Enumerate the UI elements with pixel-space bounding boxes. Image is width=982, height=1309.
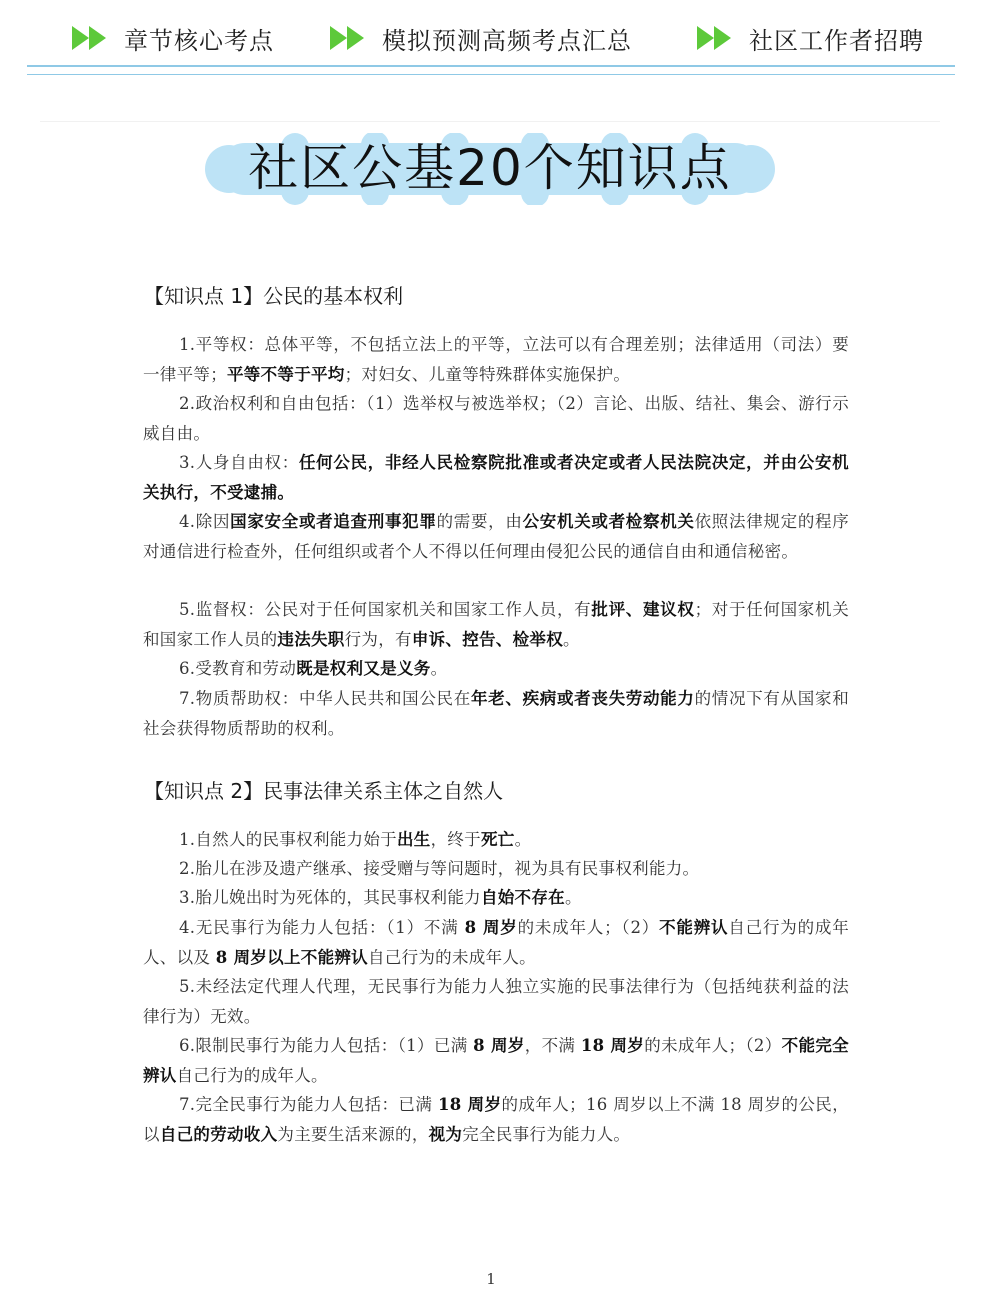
nav-item-label: 社区工作者招聘 — [749, 26, 924, 55]
paragraph — [143, 854, 849, 884]
emphasis-text: 批评、建议权 — [591, 600, 695, 619]
emphasis-text: 8 周岁以上不能辨认 — [215, 947, 368, 967]
body-text: ；对妇女、儿童等特殊群体实施保护。 — [344, 364, 631, 384]
paragraph — [143, 507, 849, 566]
body-text: 7.完全民事行为能力人包括：已满 — [179, 1095, 438, 1114]
paragraph — [143, 595, 849, 654]
body-text: 2.胎儿在涉及遗产继承、接受赠与等问题时，视为具有民事权利能力。 — [179, 859, 700, 878]
nav-item-label: 模拟预测高频考点汇总 — [382, 26, 632, 55]
paragraph — [143, 684, 849, 743]
double-arrow-icon — [72, 26, 110, 50]
paragraph — [143, 654, 849, 684]
paragraph — [143, 825, 849, 855]
nav-item-chapter-core[interactable] — [72, 18, 274, 58]
body-text: ，终于 — [430, 830, 481, 849]
body-text: 的未成年人；（2） — [644, 1036, 782, 1055]
emphasis-text: 18 周岁 — [437, 1095, 502, 1114]
body-text: 的成年人；16 周岁以上不满 18 周岁的公民，以 — [143, 1095, 849, 1144]
body-text: 1.自然人的民事权利能力始于 — [179, 830, 397, 849]
body-text: ；对于任何国家机关和国家工作人员的 — [143, 600, 850, 649]
emphasis-text: 任何公民，非经人民检察院批准或者决定或者人民法院决定，并由公安机关执行，不受逮捕。 — [143, 453, 849, 502]
double-arrow-icon — [697, 26, 735, 50]
body-text: 7.物质帮助权：中华人民共和国公民在 — [179, 689, 471, 708]
page-number: 1 — [486, 1270, 496, 1288]
nav-item-label: 章节核心考点 — [124, 26, 274, 55]
section-heading: 【知识点 1】公民的基本权利 — [144, 284, 404, 308]
emphasis-text: 既是权利又是义务 — [296, 659, 431, 678]
emphasis-text: 18 周岁 — [580, 1036, 645, 1055]
emphasis-text: 申诉、控告、检举权 — [411, 629, 564, 649]
body-text: 3.人身自由权： — [179, 453, 299, 472]
body-text: 2.政治权利和自由包括：（1）选举权与被选举权；（2）言论、出版、结社、集会、游行示威自由。 — [143, 394, 849, 443]
body-text: 5.未经法定代理人代理，无民事行为能力人独立实施的民事法律行为（包括纯获利益的法律行为）无效。 — [143, 977, 849, 1026]
paragraph — [143, 883, 849, 913]
body-text: 的未成年人；（2） — [517, 918, 660, 937]
page-divider — [40, 121, 940, 122]
top-nav — [0, 0, 982, 64]
emphasis-text: 年老、疾病或者丧失劳动能力 — [470, 689, 695, 708]
paragraph — [143, 913, 849, 972]
page-title: 社区公基20个知识点 — [248, 139, 732, 197]
emphasis-text: 违法失职 — [277, 629, 345, 649]
paragraph — [143, 972, 849, 1031]
nav-divider — [27, 65, 955, 67]
emphasis-text: 8 周岁 — [473, 1036, 525, 1055]
paragraph — [143, 448, 849, 507]
body-text: 的需要，由 — [436, 512, 523, 531]
body-text: 4.除因 — [179, 512, 231, 531]
emphasis-text: 不能完全辨认 — [143, 1036, 849, 1085]
emphasis-text: 国家安全或者追查刑事犯罪 — [230, 512, 437, 531]
body-text: 3.胎儿娩出时为死体的，其民事权利能力 — [179, 888, 481, 907]
emphasis-text: 自己的劳动收入 — [159, 1124, 278, 1144]
emphasis-text: 视为 — [428, 1124, 463, 1144]
body-text: 完全民事行为能力人。 — [462, 1124, 631, 1144]
nav-item-recruitment[interactable] — [697, 18, 924, 58]
body-text: 。 — [430, 659, 448, 678]
emphasis-text: 8 周岁 — [464, 918, 518, 937]
body-text: 的情况下有从国家和社会获得物质帮助的权利。 — [143, 689, 850, 738]
body-text: 。 — [514, 830, 532, 849]
body-text: 自己行为的成年人、以及 — [143, 918, 849, 967]
paragraph — [143, 330, 849, 389]
emphasis-text: 平等不等于平均 — [227, 364, 345, 384]
body-text: 6.限制民事行为能力人包括：（1）已满 — [179, 1036, 474, 1055]
emphasis-text: 死亡 — [480, 830, 515, 849]
body-text: 为主要生活来源的， — [277, 1124, 429, 1144]
body-text: 6.受教育和劳动 — [179, 659, 297, 678]
body-text: 1.平等权：总体平等，不包括立法上的平等，立法可以有合理差别；法律适用（司法）要一律平等； — [143, 335, 849, 384]
paragraph — [143, 389, 849, 448]
double-arrow-icon — [330, 26, 368, 50]
emphasis-text: 出生 — [396, 830, 431, 849]
body-text: ，不满 — [524, 1036, 581, 1055]
paragraph — [143, 1090, 849, 1149]
emphasis-text: 公安机关或者检察机关 — [522, 512, 695, 531]
body-text: 5.监督权：公民对于任何国家机关和国家工作人员，有 — [179, 600, 592, 619]
body-text: 自己行为的成年人。 — [176, 1065, 328, 1085]
body-text: 行为，有 — [344, 629, 412, 649]
body-text: 自己行为的未成年人。 — [367, 947, 536, 967]
emphasis-text: 不能辨认 — [659, 918, 729, 937]
emphasis-text: 自始不存在 — [480, 888, 565, 907]
body-text: 4.无民事行为能力人包括：（1）不满 — [179, 918, 465, 937]
nav-item-mock-summary[interactable] — [330, 18, 632, 58]
section-heading: 【知识点 2】民事法律关系主体之自然人 — [144, 779, 504, 803]
body-text: 依照法律规定的程序对通信进行检查外，任何组织或者个人不得以任何理由侵犯公民的通信自由和通信秘密。 — [143, 512, 850, 561]
paragraph — [143, 1031, 849, 1090]
nav-divider — [27, 74, 955, 75]
body-text: 。 — [563, 629, 580, 649]
body-text: 。 — [564, 888, 582, 907]
